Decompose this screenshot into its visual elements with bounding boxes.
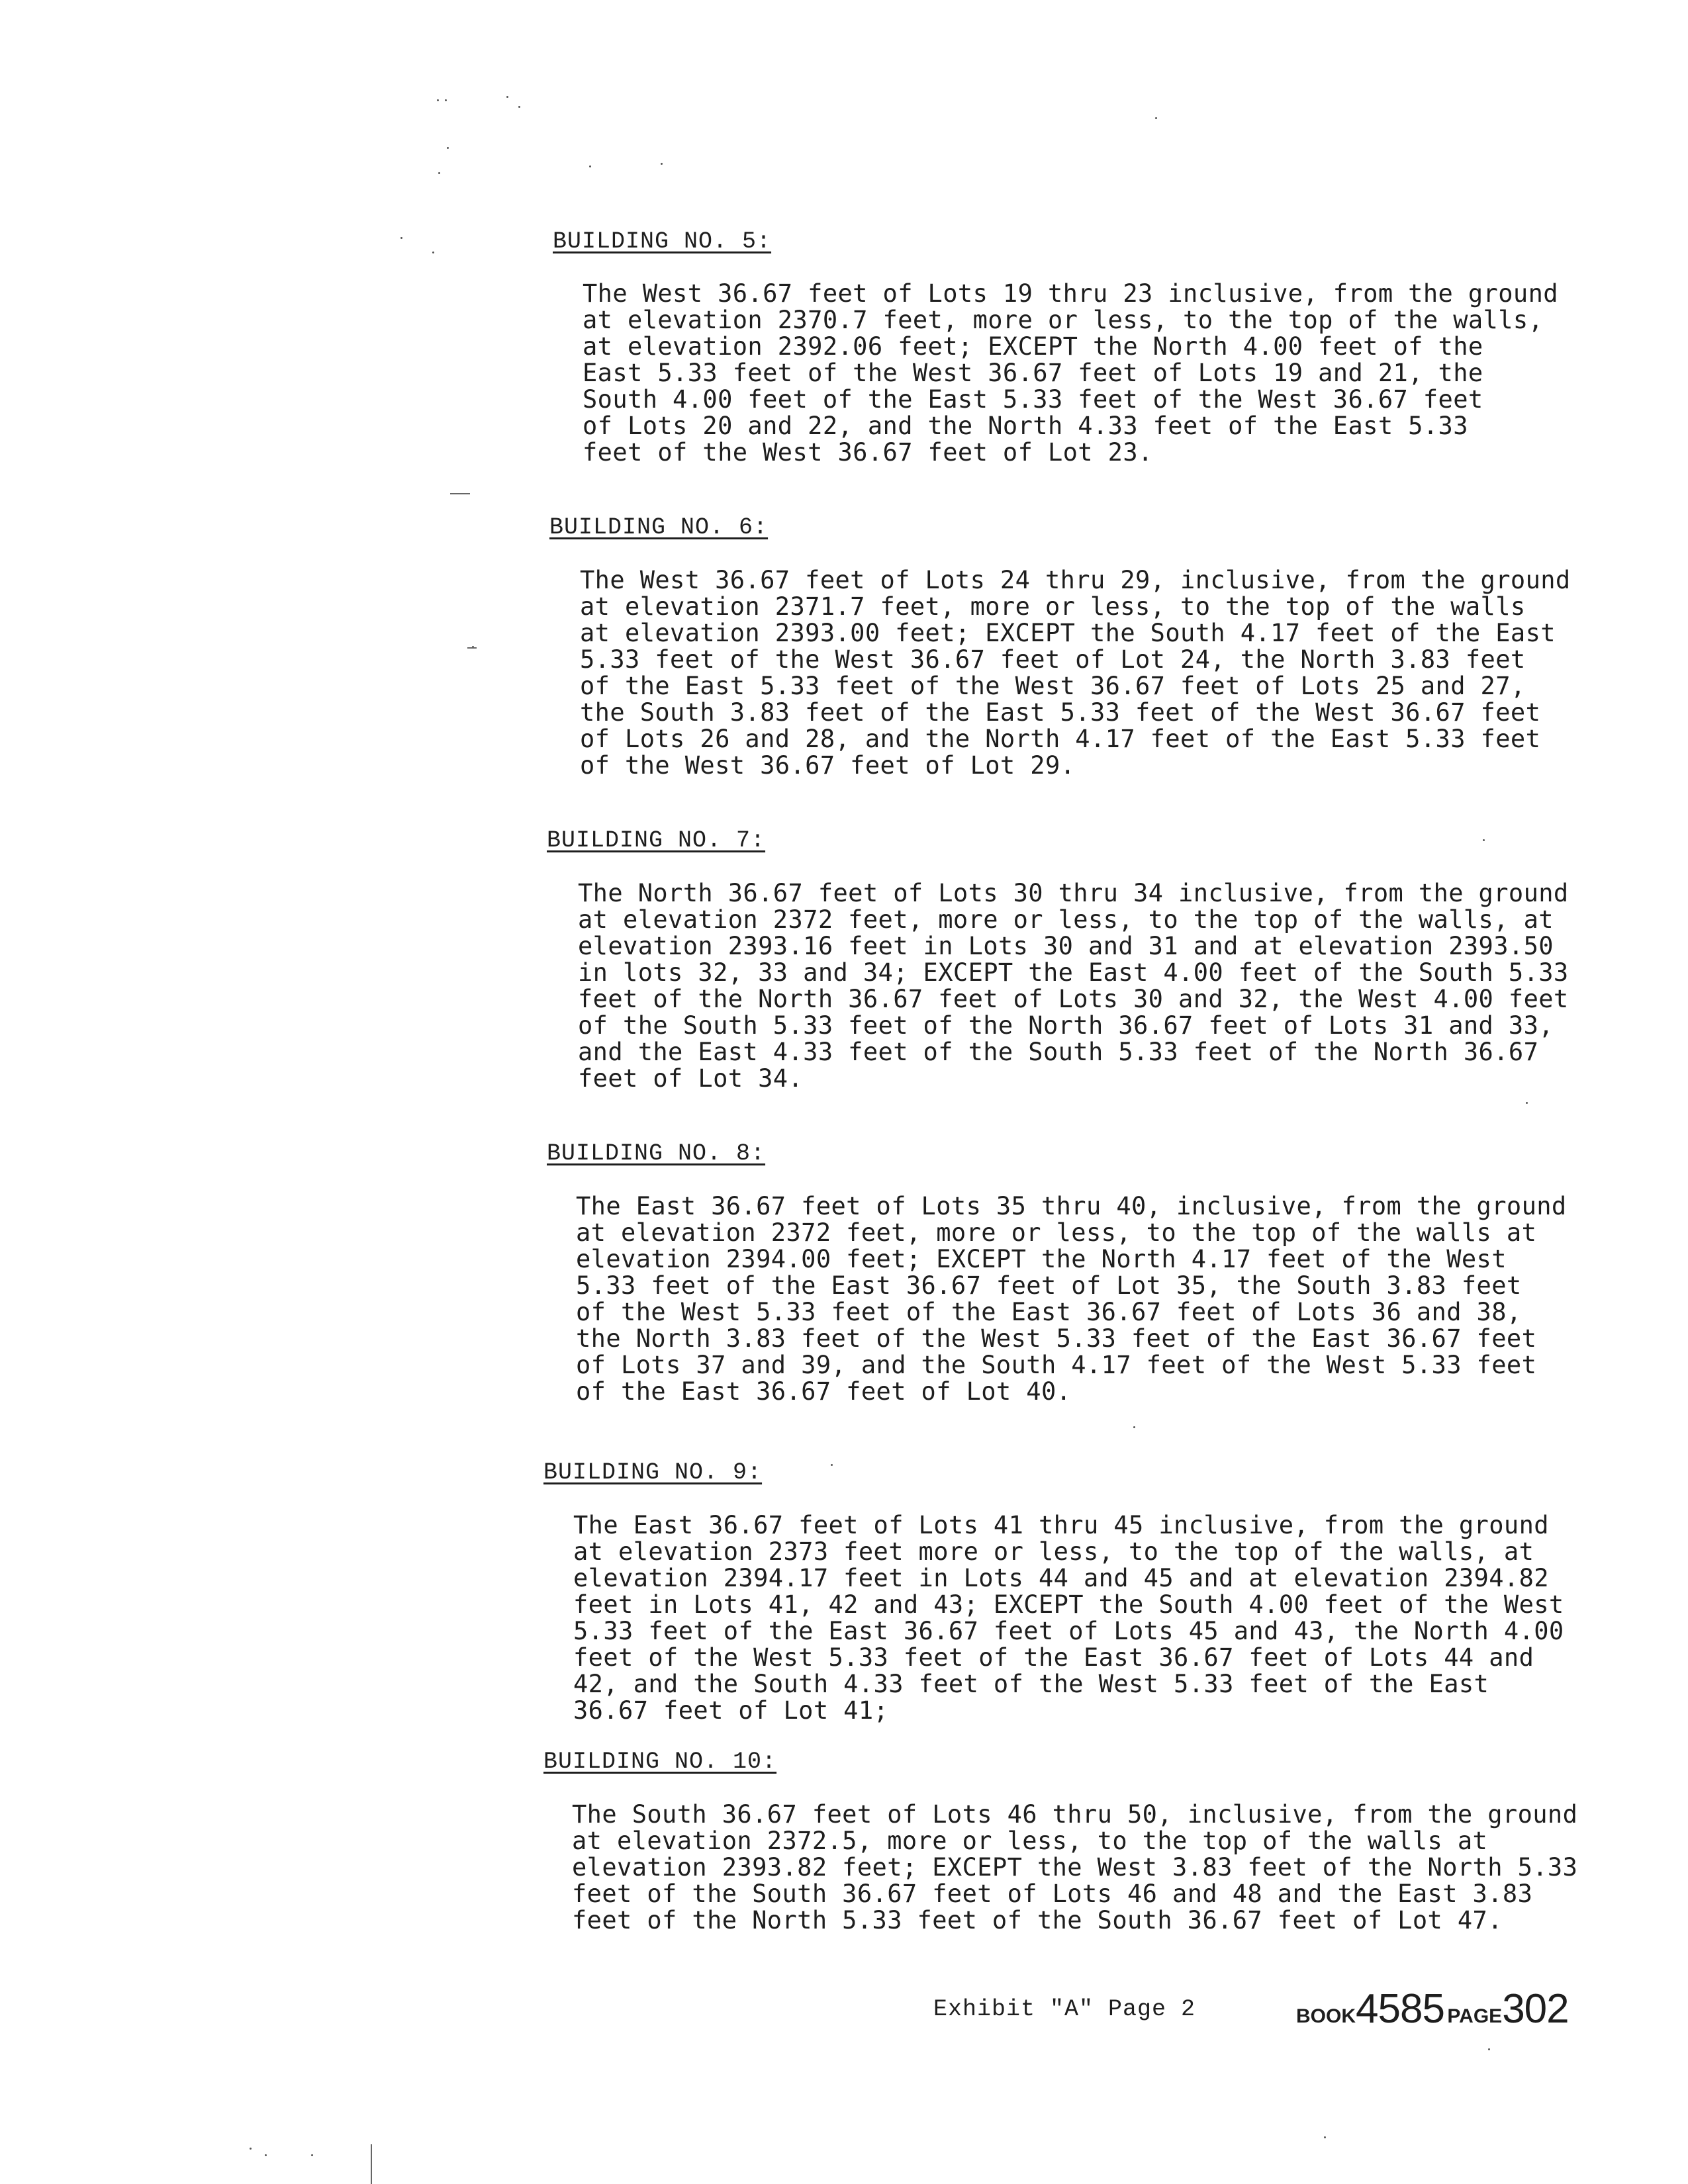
scan-mark — [450, 493, 470, 494]
scan-speck — [506, 96, 508, 98]
book-label: BOOK — [1296, 2005, 1356, 2027]
section-body: The South 36.67 feet of Lots 46 thru 50, inclusive, from the ground at elevation 2372.5, more or less, to the top of the walls at elevation 2393.82 feet; EXCEPT the West 3.83 feet of the North 5.33 feet of the South 36.67 feet of Lots 46 and 48 and the East 3.83 feet of the North 5.33 feet of the South 36.67 feet of Lot 47. — [572, 1800, 1578, 1934]
section-heading: BUILDING NO. 9: — [543, 1459, 763, 1486]
scan-speck — [432, 251, 434, 253]
scan-speck — [1488, 2048, 1490, 2050]
section-body: The West 36.67 feet of Lots 24 thru 29, inclusive, from the ground at elevation 2371.7 feet, more or less, to the top of the walls at elevation 2393.00 feet; EXCEPT the South 4.17 feet of the East 5.33 feet of the West 36.67 feet of Lot 24, the North 3.83 feet of the East 5.33 feet of the West 36.67 feet of Lots 25 and 27, the South 3.83 feet of the East 5.33 feet of the West 36.67 feet of Lots 26 and 28, and the North 4.17 feet of the East 5.33 feet of the West 36.67 feet of Lot 29. — [580, 566, 1571, 780]
scan-speck — [265, 2154, 267, 2156]
scan-speck — [445, 99, 447, 101]
section-body: The East 36.67 feet of Lots 35 thru 40, inclusive, from the ground at elevation 2372 feet, more or less, to the top of the walls at elevation 2394.00 feet; EXCEPT the North 4.17 feet of the West 5.33 feet of the East 36.67 feet of Lot 35, the South 3.83 feet of the West 5.33 feet of the East 36.67 feet of Lots 36 and 38, the North 3.83 feet of the West 5.33 feet of the East 36.67 feet of Lots 37 and 39, and the South 4.17 feet of the West 5.33 feet of the East 36.67 feet of Lot 40. — [576, 1192, 1567, 1406]
scan-speck — [1133, 1426, 1135, 1428]
scan-speck — [1483, 839, 1485, 841]
scan-speck — [438, 172, 440, 174]
scan-speck — [437, 99, 439, 101]
section-body: The North 36.67 feet of Lots 30 thru 34 inclusive, from the ground at elevation 2372 feet, more or less, to the top of the walls, at elevation 2393.16 feet in Lots 30 and 31 and at elevation 2393.50 in lots 32, 33 and 34; EXCEPT the East 4.00 feet of the South 5.33 feet of the North 36.67 feet of Lots 30 and 32, the West 4.00 feet of the South 5.33 feet of the North 36.67 feet of Lots 31 and 33, and the East 4.33 feet of the South 5.33 feet of the North 36.67 feet of Lot 34. — [578, 879, 1569, 1093]
page-label: PAGE — [1447, 2005, 1503, 2027]
scan-speck — [400, 237, 402, 239]
section-body: The East 36.67 feet of Lots 41 thru 45 inclusive, from the ground at elevation 2373 feet more or less, to the top of the walls, at elevation 2394.17 feet in Lots 44 and 45 and at elevation 2394.82 feet in Lots 41, 42 and 43; EXCEPT the South 4.00 feet of the West 5.33 feet of the East 36.67 feet of Lots 45 and 43, the North 4.00 feet of the West 5.33 feet of the East 36.67 feet of Lots 44 and 42, and the South 4.33 feet of the West 5.33 feet of the East 36.67 feet of Lot 41; — [573, 1511, 1564, 1725]
scan-mark — [371, 2144, 372, 2184]
section-heading: BUILDING NO. 6: — [549, 514, 769, 541]
scan-speck — [1324, 2136, 1326, 2138]
book-page-stamp — [1296, 1985, 1569, 2032]
page-footer — [933, 1985, 1595, 2038]
scan-mark — [467, 647, 477, 649]
section-heading: BUILDING NO. 5: — [553, 228, 772, 255]
page-number: 302 — [1502, 1986, 1569, 2032]
scan-speck — [661, 163, 663, 165]
exhibit-label: Exhibit "A" Page 2 — [933, 1996, 1196, 2023]
scan-speck — [447, 147, 449, 149]
section-body: The West 36.67 feet of Lots 19 thru 23 inclusive, from the ground at elevation 2370.7 feet, more or less, to the top of the walls, at elevation 2392.06 feet; EXCEPT the North 4.00 feet of the East 5.33 feet of the West 36.67 feet of Lots 19 and 21, the South 4.00 feet of the East 5.33 feet of the West 36.67 feet of Lots 20 and 22, and the North 4.33 feet of the East 5.33 feet of the West 36.67 feet of Lot 23. — [583, 279, 1558, 467]
scan-speck — [311, 2154, 313, 2156]
section-heading: BUILDING NO. 10: — [543, 1749, 777, 1775]
scan-speck — [250, 2148, 252, 2150]
section-heading: BUILDING NO. 7: — [547, 827, 766, 854]
scan-speck — [589, 165, 591, 167]
book-number: 4585 — [1356, 1986, 1444, 2032]
scan-speck — [518, 106, 520, 108]
section-heading: BUILDING NO. 8: — [547, 1140, 766, 1167]
scan-speck — [1526, 1102, 1528, 1104]
scan-speck — [831, 1464, 833, 1466]
scan-speck — [1155, 117, 1157, 119]
